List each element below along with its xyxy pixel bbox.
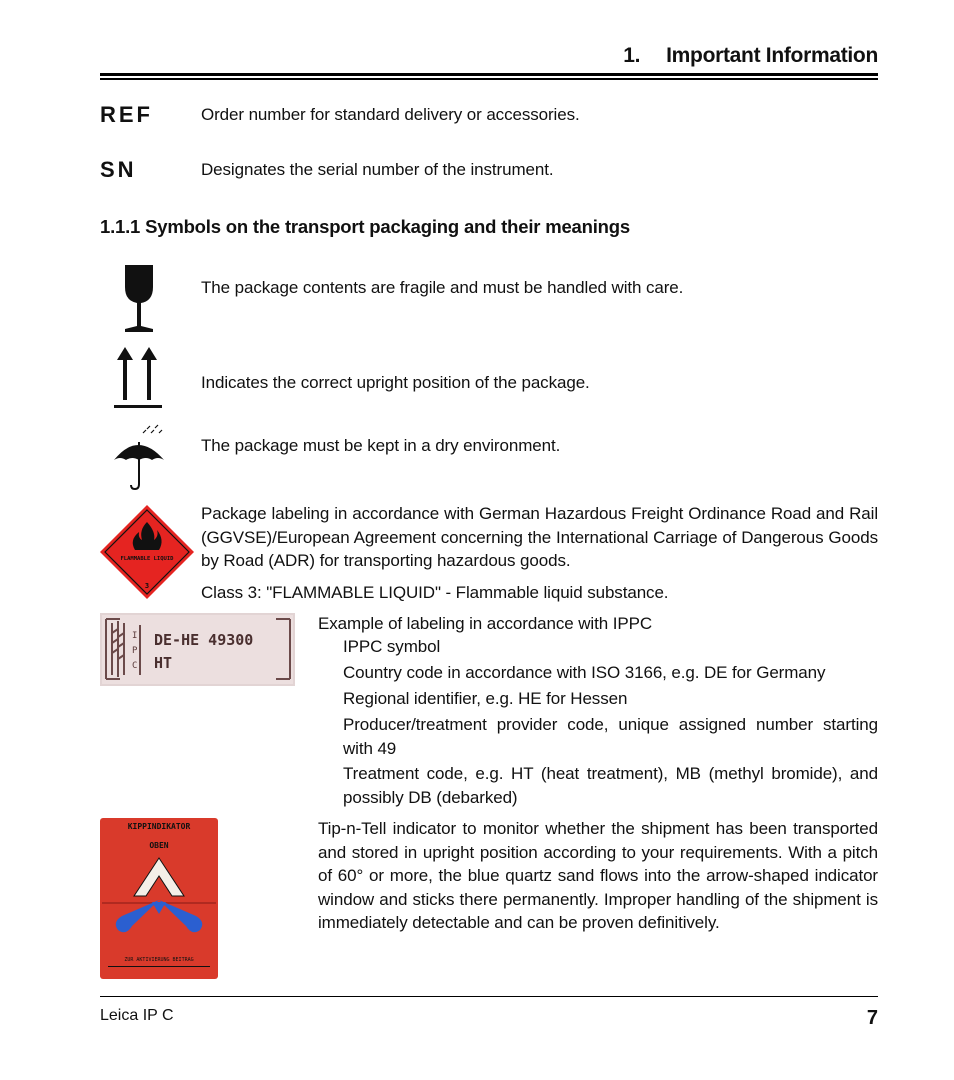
ref-description: Order number for standard delivery or accessories. xyxy=(201,105,580,124)
ippc-label-photo xyxy=(100,613,295,686)
hazard-description: Package labeling in accordance with German Hazardous Freight Ordinance Road and Rail (GGVSE)/European Agreement concerning the International Carriage of Dangerous Goods by Road (ADR) for transporting hazardous goods. xyxy=(201,504,878,570)
keep-dry-umbrella-icon xyxy=(110,420,170,492)
ippc-intro: Example of labeling in accordance with IPPC xyxy=(318,614,652,633)
tiptell-label-bottom: ZUR AKTIVIERUNG BEITRAG xyxy=(124,957,194,963)
sn-symbol: SN xyxy=(100,157,137,182)
ippc-item: Regional identifier, e.g. HE for Hessen xyxy=(343,689,628,708)
tiptell-label-top: KIPPINDIKATOR xyxy=(127,822,191,831)
sn-description: Designates the serial number of the instrument. xyxy=(201,160,554,179)
footer-product-name: Leica IP C xyxy=(100,1007,174,1024)
header-rule xyxy=(100,73,878,76)
hazard-label-text: FLAMMABLE LIQUID xyxy=(120,556,174,562)
dry-description: The package must be kept in a dry environment. xyxy=(201,436,561,455)
ippc-item: Country code in accordance with ISO 3166, e.g. DE for Germany xyxy=(343,663,826,682)
ippc-item: IPPC symbol xyxy=(343,637,441,656)
section-heading: 1.1.1 Symbols on the transport packaging and their meanings xyxy=(100,216,630,237)
svg-text:P: P xyxy=(132,646,138,656)
ippc-label-line2: HT xyxy=(154,654,173,672)
hazard-class-number: 3 xyxy=(144,582,150,590)
tip-n-tell-indicator-photo xyxy=(100,818,218,979)
flammable-liquid-hazard-icon xyxy=(99,504,195,600)
this-way-up-icon xyxy=(112,345,164,411)
upright-description: Indicates the correct upright position of the package. xyxy=(201,373,590,392)
ref-symbol: REF xyxy=(100,102,153,127)
ippc-item: Producer/treatment provider code, unique assigned number starting with 49 xyxy=(343,715,878,758)
header-rule-thin xyxy=(100,78,878,80)
hazard-class-text: Class 3: "FLAMMABLE LIQUID" - Flammable liquid substance. xyxy=(201,583,669,602)
tiptell-description: Tip-n-Tell indicator to monitor whether the shipment has been transported and stored in upright position according to your requirements. With a pitch of 60° or more, the blue quartz sand flows into the arrow-shaped indicator window and sticks there permanently. Improper handling of the shipment is immediately detectable and can be proven definitively. xyxy=(318,819,878,932)
section-title: Important Information xyxy=(666,44,878,67)
fragile-glass-icon xyxy=(117,263,161,335)
tiptell-label-oben: OBEN xyxy=(149,841,169,850)
ippc-item: Treatment code, e.g. HT (heat treatment), MB (methyl bromide), and possibly DB (debarked) xyxy=(343,764,878,807)
section-number: 1. xyxy=(623,44,641,67)
fragile-description: The package contents are fragile and must be handled with care. xyxy=(201,278,684,297)
page-number: 7 xyxy=(866,1007,878,1029)
svg-text:I: I xyxy=(132,631,138,641)
svg-text:C: C xyxy=(132,661,138,671)
page-header-title xyxy=(623,44,878,68)
footer-rule xyxy=(100,996,878,997)
ippc-label-line1: DE-HE 49300 xyxy=(154,631,254,649)
